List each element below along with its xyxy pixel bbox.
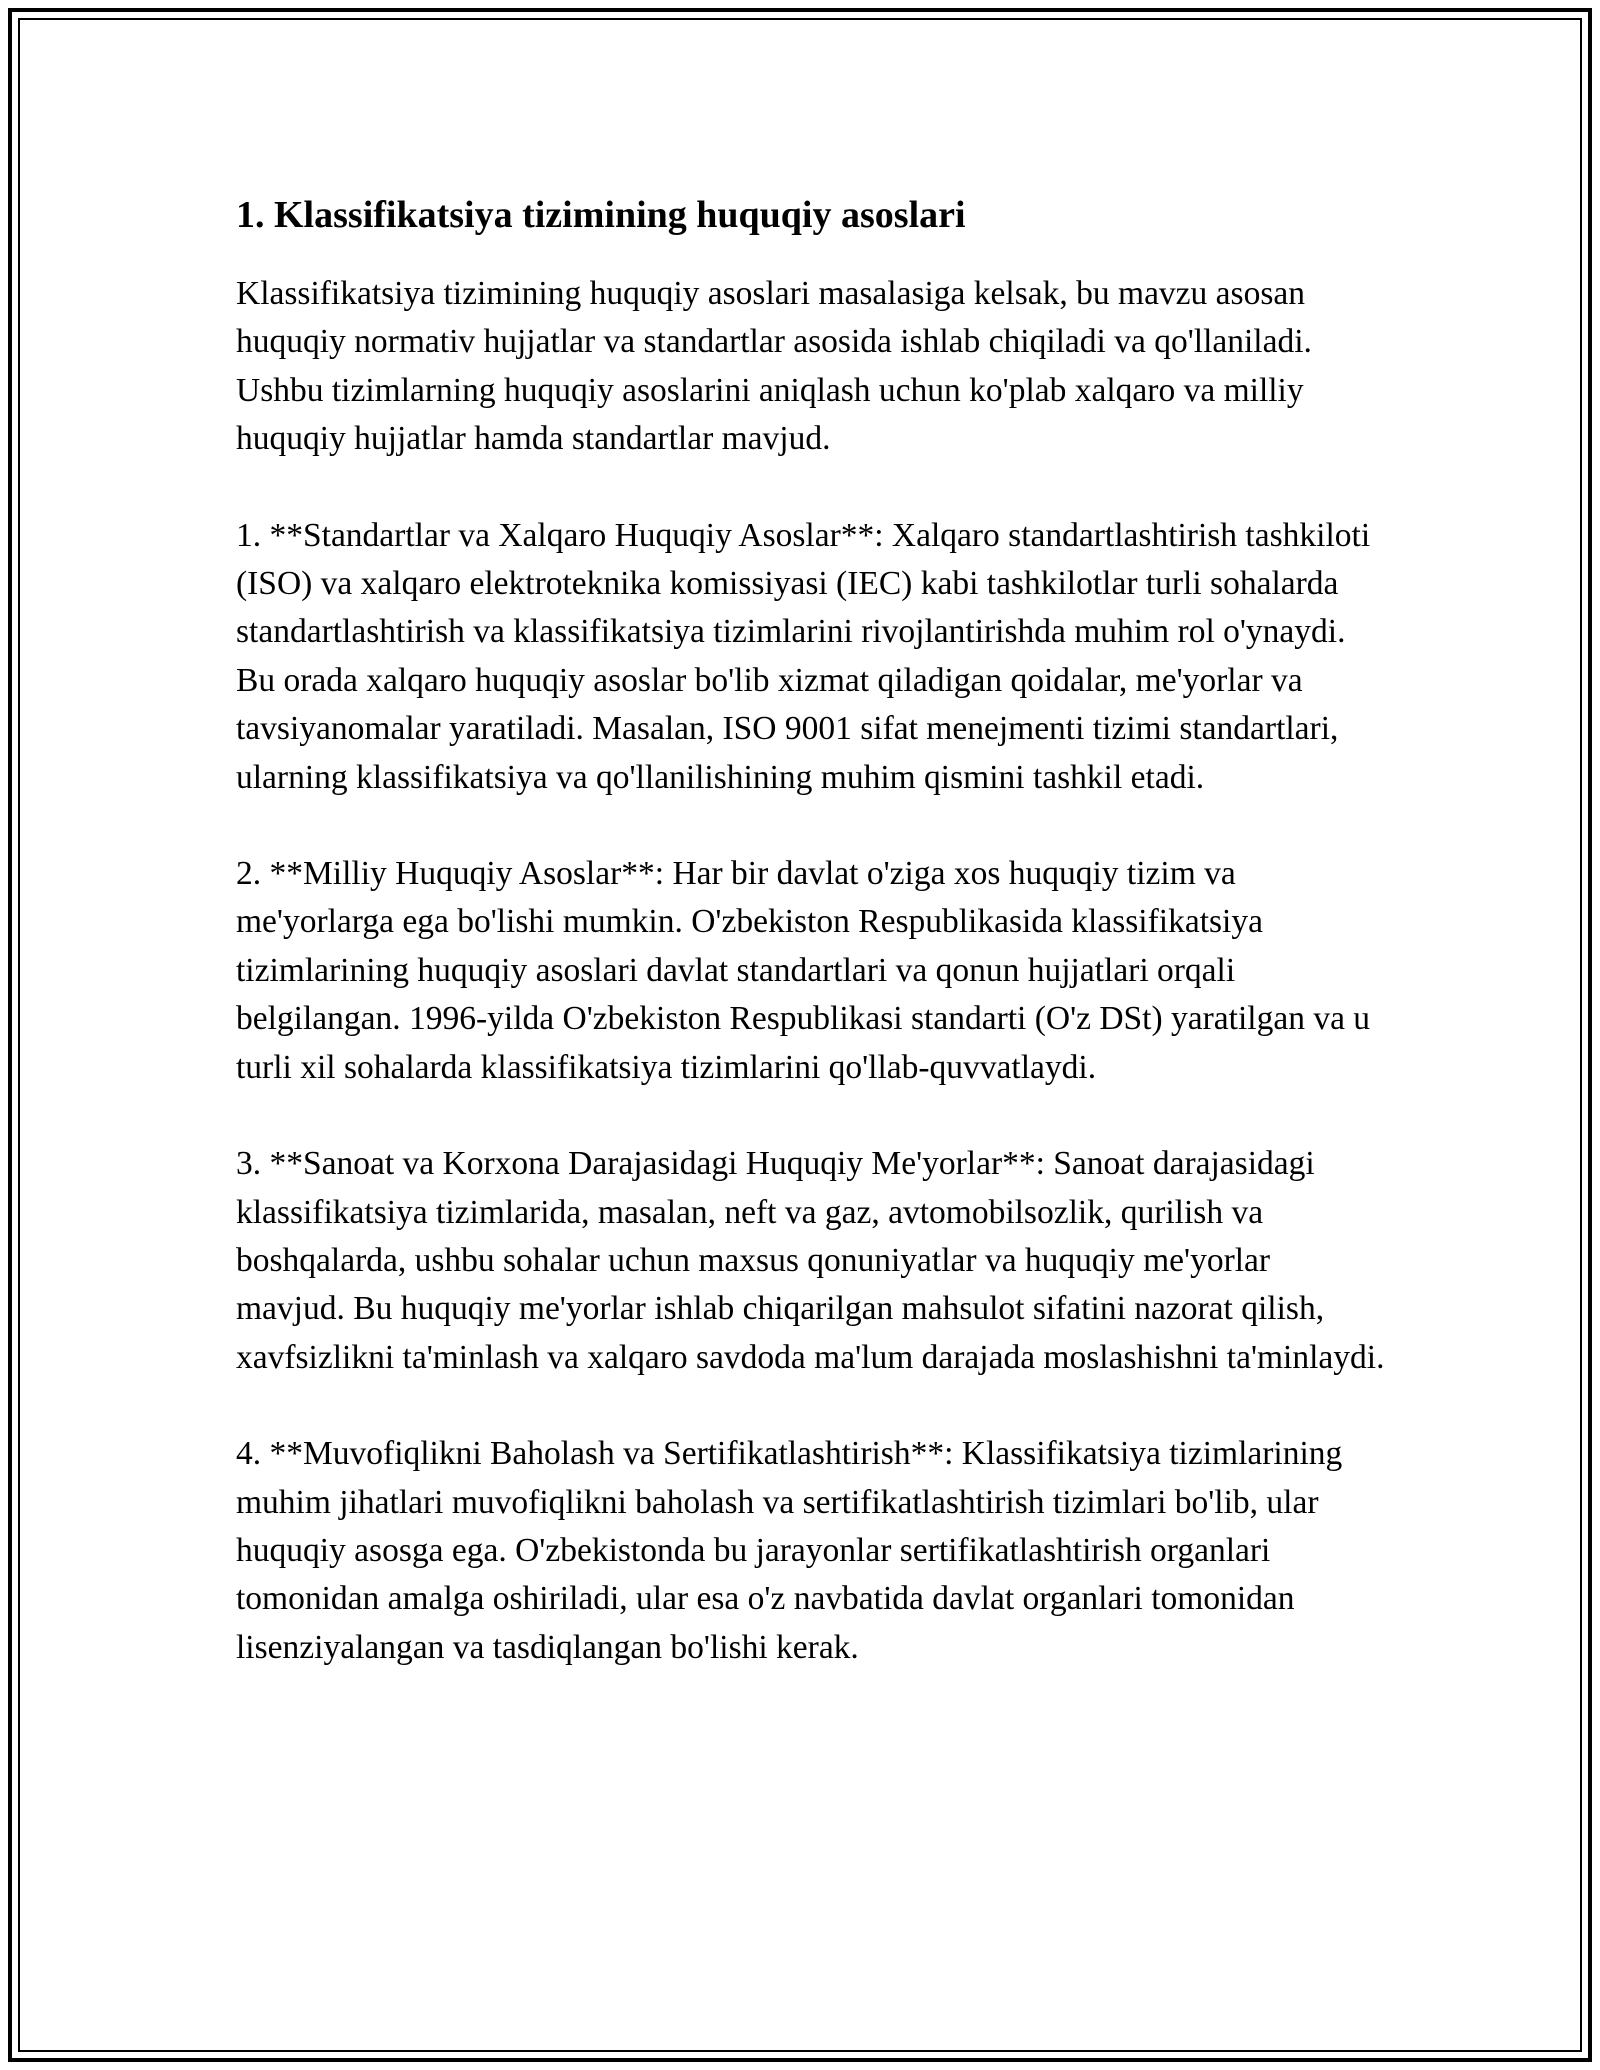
paragraph-standards-international: 1. **Standartlar va Xalqaro Huquqiy Asoslar**: Xalqaro standartlashtirish tashkiloti (ISO) va xalqaro elektroteknika komissiyasi (IEC) kabi tashkilotlar turli sohalarda standartlashtirish va klassifikatsiya tizimlarini rivojlantirishda muhim rol o'ynaydi. Bu orada xalqaro huquqiy asoslar bo'lib xizmat qiladigan qoidalar, me'yorlar va tavsiyanomalar yaratiladi. Masalan, ISO 9001 sifat menejmenti tizimi standartlari, ularning klassifikatsiya va qo'llanilishining muhim qismini tashkil etadi. [236,516,1371,796]
document-body [236,184,1386,1720]
paragraph-national-legal-basis: 2. **Milliy Huquqiy Asoslar**: Har bir davlat o'ziga xos huquqiy tizim va me'yorlarga ega bo'lishi mumkin. O'zbekiston Respublikasida klassifikatsiya tizimlarining huquqiy asoslari davlat standartlari va qonun hujjatlari orqali belgilangan. 1996-yilda O'zbekiston Respublikasi standarti (O'z DSt) yaratilgan va u turli xil sohalarda klassifikatsiya tizimlarini qo'llab-quvvatlaydi. [236,855,1371,1086]
intro-paragraph: Klassifikatsiya tizimining huquqiy asoslari masalasiga kelsak, bu mavzu asosan huquqiy normativ hujjatlar va standartlar asosida ishlab chiqiladi va qo'llaniladi. Ushbu tizimlarning huquqiy asoslarini aniqlash uchun ko'plab xalqaro va milliy huquqiy hujjatlar hamda standartlar mavjud. [236,275,1312,458]
paragraph-conformity-certification: 4. **Muvofiqlikni Baholash va Sertifikatlashtirish**: Klassifikatsiya tizimlarining muhim jihatlari muvofiqlikni baholash va sertifikatlashtirish tizimlari bo'lib, ular huquqiy asosga ega. O'zbekistonda bu jarayonlar sertifikatlashtirish organlari tomonidan amalga oshiriladi, ular esa o'z navbatida davlat organlari tomonidan lisenziyalangan va tasdiqlangan bo'lishi kerak. [236,1435,1343,1666]
document-title: 1. Klassifikatsiya tizimining huquqiy asoslari [236,194,966,236]
paragraph-industry-norms: 3. **Sanoat va Korxona Darajasidagi Huquqiy Me'yorlar**: Sanoat darajasidagi klassifikatsiya tizimlarida, masalan, neft va gaz, avtomobilsozlik, qurilish va boshqalarda, ushbu sohalar uchun maxsus qonuniyatlar va huquqiy me'yorlar mavjud. Bu huquqiy me'yorlar ishlab chiqarilgan mahsulot sifatini nazorat qilish, xavfsizlikni ta'minlash va xalqaro savdoda ma'lum darajada moslashishni ta'minlaydi. [236,1145,1385,1376]
